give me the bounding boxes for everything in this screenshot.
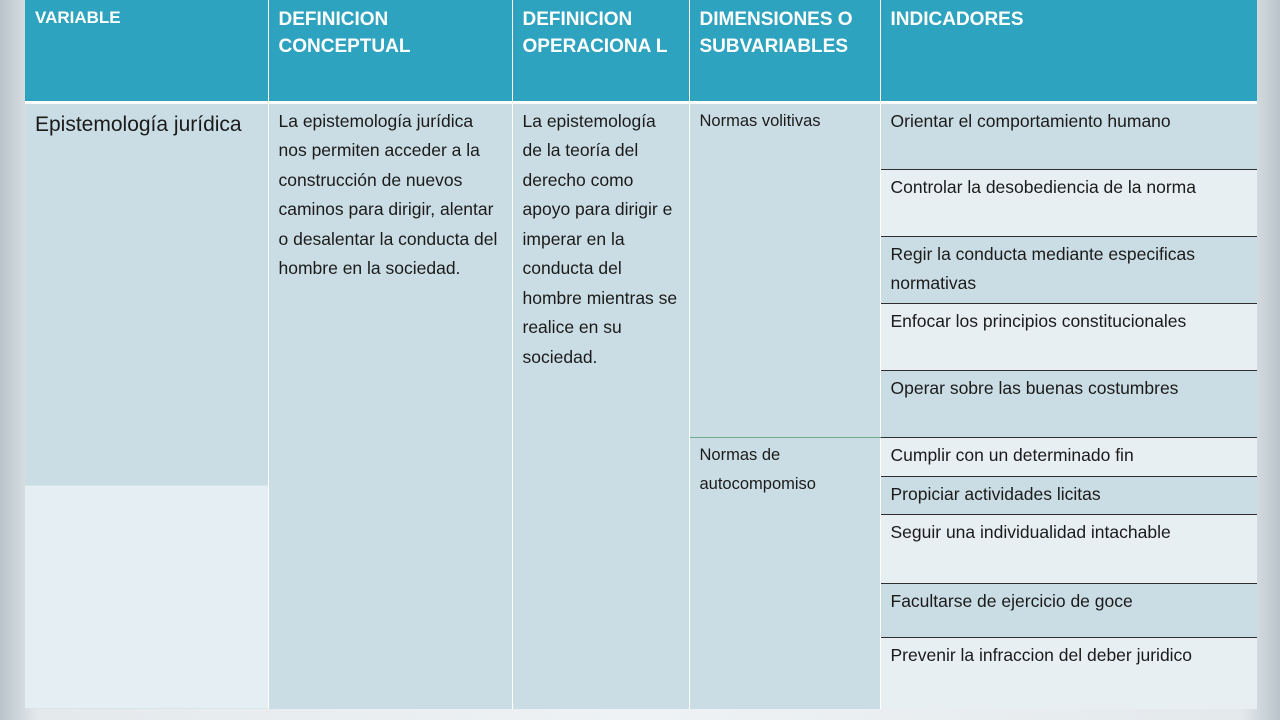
dimension-cell: Normas volitivas <box>689 102 880 437</box>
indicador-cell: Regir la conducta mediante especificas normativas <box>880 236 1257 303</box>
variables-table <box>25 0 1257 709</box>
header-definicion-operacional: DEFINICION OPERACIONA L <box>512 0 689 102</box>
variable-cell: Epistemología jurídica <box>25 102 268 709</box>
dimension-cell: Normas de autocompomiso <box>689 437 880 709</box>
header-variable: VARIABLE <box>25 0 268 102</box>
indicador-cell: Operar sobre las buenas costumbres <box>880 370 1257 437</box>
header-indicadores: INDICADORES <box>880 0 1257 102</box>
header-row <box>25 0 1257 102</box>
table-row <box>25 102 1257 169</box>
header-definicion-conceptual: DEFINICION CONCEPTUAL <box>268 0 512 102</box>
indicador-cell: Cumplir con un determinado fin <box>880 437 1257 476</box>
definicion-conceptual-cell: La epistemología jurídica nos permiten acceder a la construcción de nuevos caminos para dirigir, alentar o desalentar la conducta del hombre en la sociedad. <box>268 102 512 709</box>
indicador-cell: Facultarse de ejercicio de goce <box>880 583 1257 637</box>
header-dimensiones: DIMENSIONES O SUBVARIABLES <box>689 0 880 102</box>
indicador-cell: Seguir una individualidad intachable <box>880 514 1257 583</box>
definicion-operacional-cell: La epistemología de la teoría del derecho como apoyo para dirigir e imperar en la conducta del hombre mientras se realice en su sociedad. <box>512 102 689 709</box>
indicador-cell: Orientar el comportamiento humano <box>880 102 1257 169</box>
indicador-cell: Enfocar los principios constitucionales <box>880 303 1257 370</box>
indicador-cell: Prevenir la infraccion del deber juridico <box>880 637 1257 709</box>
indicador-cell: Propiciar actividades licitas <box>880 476 1257 514</box>
table-container <box>25 0 1257 720</box>
indicador-cell: Controlar la desobediencia de la norma <box>880 169 1257 236</box>
